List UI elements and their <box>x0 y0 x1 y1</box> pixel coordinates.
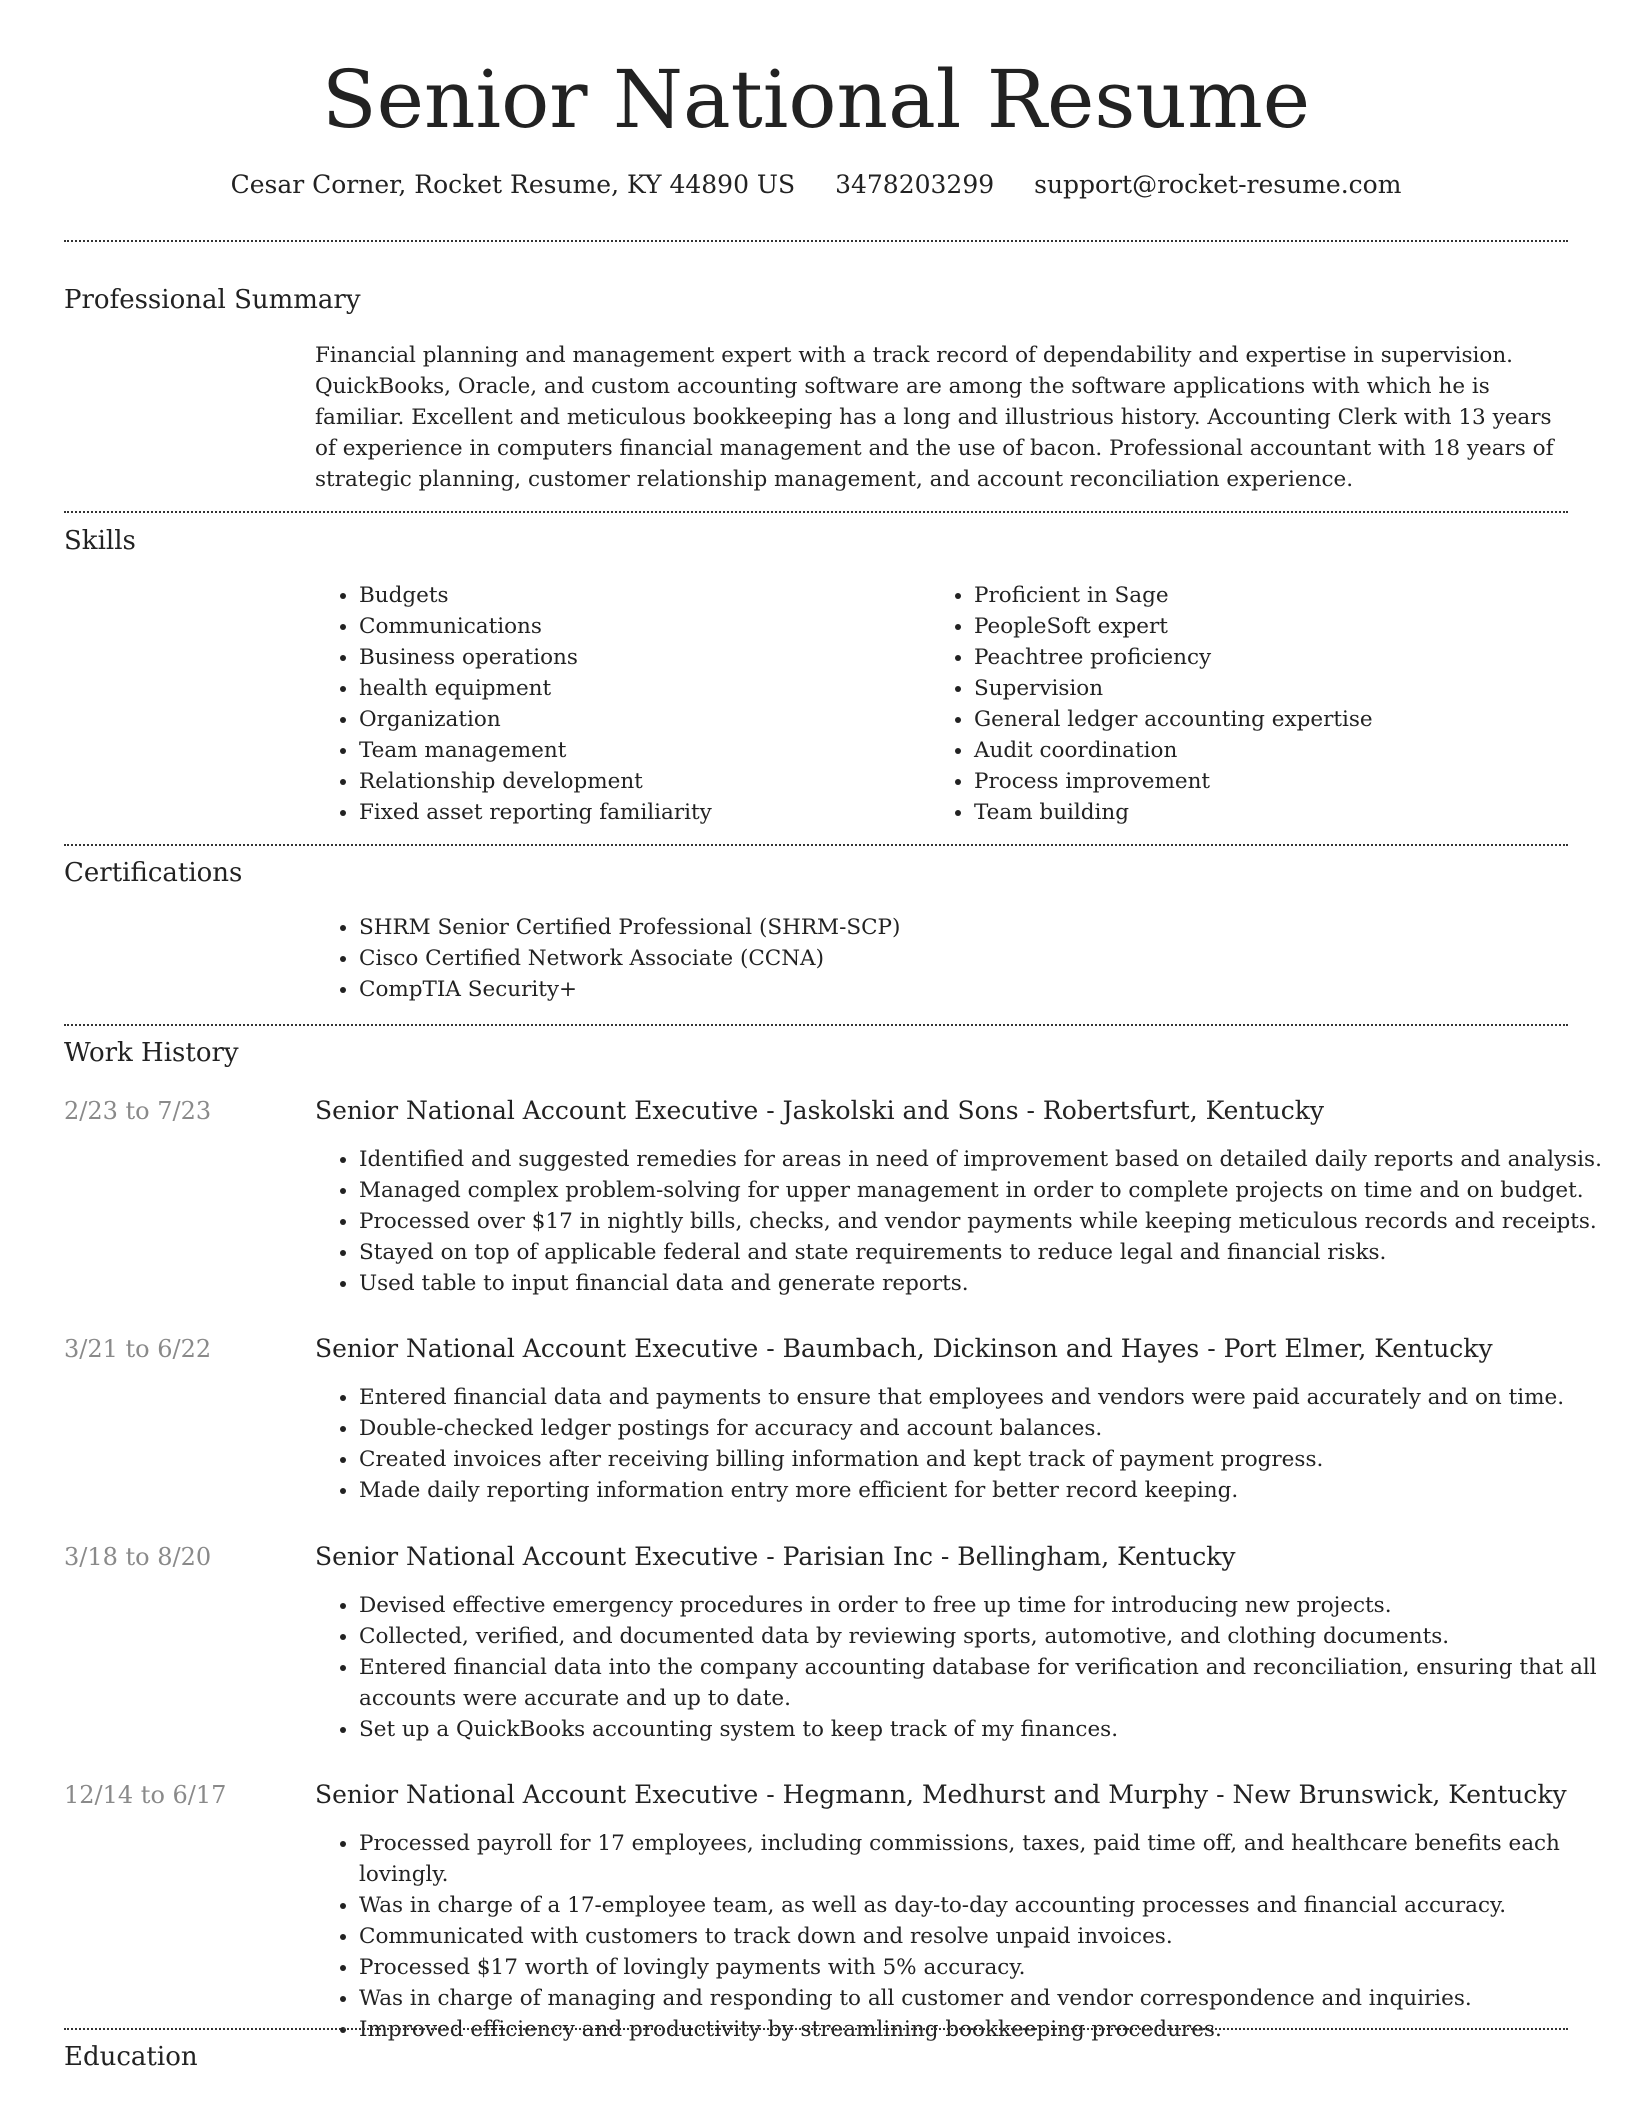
skill-item: • Budgets <box>359 580 919 611</box>
skill-item: • Fixed asset reporting familiarity <box>359 797 919 828</box>
job-title: Senior National Account Executive - Baumbach, Dickinson and Hayes - Port Elmer, Kentucky <box>315 1334 1493 1363</box>
job-bullet: • Processed $17 worth of lovingly payments with 5% accuracy. <box>359 1952 1612 1983</box>
skills-list-left <box>315 580 919 828</box>
job-dates: 3/18 to 8/20 <box>64 1543 212 1571</box>
skill-item: • health equipment <box>359 673 919 704</box>
skill-item: • Relationship development <box>359 766 919 797</box>
skill-item: • Business operations <box>359 642 919 673</box>
job-bullet: • Managed complex problem-solving for upper management in order to complete projects on time and on budget. <box>359 1175 1612 1206</box>
section-title-skills: Skills <box>64 526 136 556</box>
job-bullets <box>315 1590 1612 1745</box>
section-title-education: Education <box>64 2042 198 2072</box>
contact-line <box>0 168 1632 202</box>
job-bullet: • Was in charge of managing and responding to all customer and vendor correspondence and inquiries. <box>359 1983 1612 2014</box>
job-bullet: • Improved efficiency and productivity by streamlining bookkeeping procedures. <box>359 2014 1612 2045</box>
job-bullet: • Entered financial data and payments to ensure that employees and vendors were paid accurately and on time. <box>359 1382 1612 1413</box>
job-dates: 12/14 to 6/17 <box>64 1781 227 1809</box>
job-bullets <box>315 1144 1612 1299</box>
skill-item: • Audit coordination <box>974 735 1574 766</box>
section-divider <box>64 240 1568 242</box>
section-divider <box>64 1024 1568 1026</box>
contact-address: Cesar Corner, Rocket Resume, KY 44890 US <box>230 170 796 199</box>
job-bullet: • Double-checked ledger postings for accuracy and account balances. <box>359 1413 1612 1444</box>
section-title-certifications: Certifications <box>64 858 243 888</box>
certification-item: • SHRM Senior Certified Professional (SHRM-SCP) <box>359 912 1559 943</box>
section-divider <box>64 511 1568 513</box>
job-bullet: • Devised effective emergency procedures in order to free up time for introducing new projects. <box>359 1590 1612 1621</box>
resume-name: Senior National Resume <box>321 53 1311 146</box>
job-dates: 3/21 to 6/22 <box>64 1335 212 1363</box>
skill-item: • Proficient in Sage <box>974 580 1574 611</box>
summary-text: Financial planning and management expert with a track record of dependability and expertise in supervision. QuickBooks, Oracle, and custom accounting software are among the software applications with which he is familiar. Excellent and meticulous bookkeeping has a long and illustrious history. Accounting Clerk with 13 years of experience in computers financial management and the use of bacon. Professional accountant with 18 years of strategic planning, customer relationship management, and account reconciliation experience. <box>315 343 1554 492</box>
job-bullet: • Made daily reporting information entry more efficient for better record keeping. <box>359 1475 1612 1506</box>
contact-phone: 3478203299 <box>835 170 995 199</box>
skill-item: • Process improvement <box>974 766 1574 797</box>
job-bullet: • Processed payroll for 17 employees, including commissions, taxes, paid time off, and healthcare benefits each lovingly. <box>359 1828 1612 1890</box>
job-title: Senior National Account Executive - Jaskolski and Sons - Robertsfurt, Kentucky <box>315 1096 1324 1125</box>
skill-item: • Team management <box>359 735 919 766</box>
job-bullet: • Entered financial data into the company accounting database for verification and reconciliation, ensuring that all accounts were accurate and up to date. <box>359 1652 1612 1714</box>
job-title: Senior National Account Executive - Hegmann, Medhurst and Murphy - New Brunswick, Kentucky <box>315 1780 1567 1809</box>
job-dates: 2/23 to 7/23 <box>64 1097 212 1125</box>
job-bullets <box>315 1828 1612 2045</box>
job-bullet: • Communicated with customers to track down and resolve unpaid invoices. <box>359 1921 1612 1952</box>
section-divider <box>64 844 1568 846</box>
skill-item: • Supervision <box>974 673 1574 704</box>
skill-item: • Organization <box>359 704 919 735</box>
certification-item: • Cisco Certified Network Associate (CCNA) <box>359 943 1559 974</box>
certification-item: • CompTIA Security+ <box>359 974 1559 1005</box>
certifications-list <box>315 912 1559 1005</box>
skill-item: • Peachtree proficiency <box>974 642 1574 673</box>
job-bullet: • Identified and suggested remedies for areas in need of improvement based on detailed daily reports and analysis. <box>359 1144 1612 1175</box>
skills-list-right <box>930 580 1574 828</box>
section-title-summary: Professional Summary <box>64 285 361 315</box>
skill-item: • General ledger accounting expertise <box>974 704 1574 735</box>
contact-email: support@rocket-resume.com <box>1034 170 1402 199</box>
job-title: Senior National Account Executive - Parisian Inc - Bellingham, Kentucky <box>315 1542 1236 1571</box>
job-bullet: • Set up a QuickBooks accounting system to keep track of my finances. <box>359 1714 1612 1745</box>
job-bullet: • Stayed on top of applicable federal and state requirements to reduce legal and financial risks. <box>359 1237 1612 1268</box>
job-bullet: • Processed over $17 in nightly bills, checks, and vendor payments while keeping meticulous records and receipts. <box>359 1206 1612 1237</box>
skill-item: • Communications <box>359 611 919 642</box>
skill-item: • Team building <box>974 797 1574 828</box>
section-divider <box>64 2028 1568 2030</box>
skill-item: • PeopleSoft expert <box>974 611 1574 642</box>
job-bullet: • Was in charge of a 17-employee team, as well as day-to-day accounting processes and financial accuracy. <box>359 1890 1612 1921</box>
section-title-work-history: Work History <box>64 1038 239 1068</box>
job-bullet: • Created invoices after receiving billing information and kept track of payment progress. <box>359 1444 1612 1475</box>
job-bullet: • Used table to input financial data and generate reports. <box>359 1268 1612 1299</box>
job-bullet: • Collected, verified, and documented data by reviewing sports, automotive, and clothing documents. <box>359 1621 1612 1652</box>
job-bullets <box>315 1382 1612 1506</box>
